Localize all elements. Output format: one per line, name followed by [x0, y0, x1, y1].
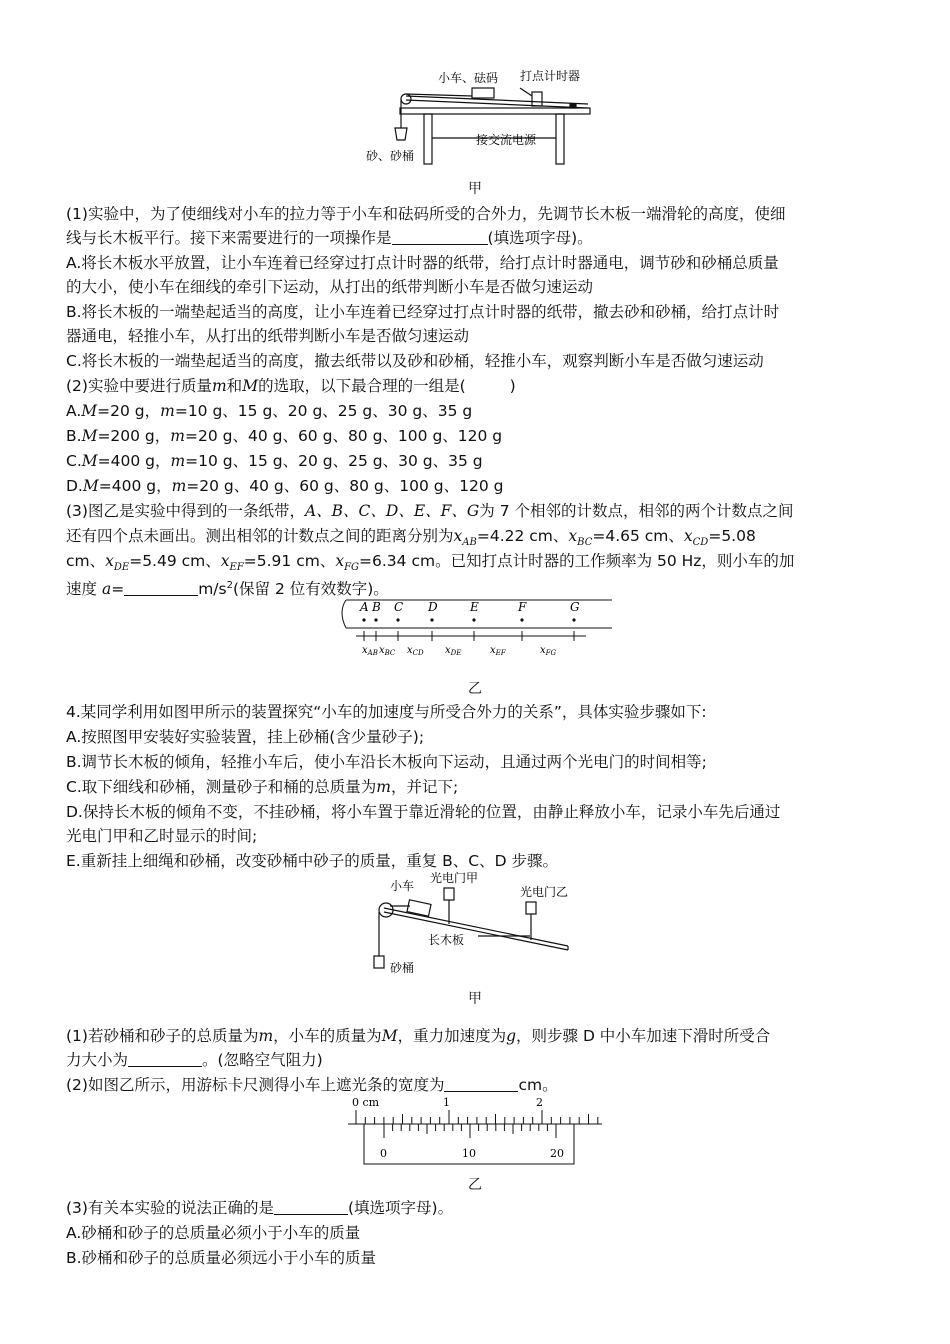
vernier-label-20: 20 — [550, 1147, 564, 1160]
var-m: m — [376, 778, 391, 796]
label-photogate-1: 光电门甲 — [430, 871, 479, 885]
var-M: M — [381, 1027, 398, 1045]
var-m: m — [171, 477, 187, 495]
figure-caption-1: 甲 — [468, 181, 482, 197]
q3-part2-text-b: 和 — [226, 377, 243, 395]
apparatus-figure-2 — [370, 872, 580, 984]
q3-part1-line1: (1)实验中，为了使细线对小车的拉力等于小车和砝码所受的合外力，先调节长木板一端滑轮的高度，使细 — [66, 205, 786, 223]
q4-step-d-line2: 光电门甲和乙时显示的时间; — [66, 827, 258, 845]
q3-part2-option-b — [66, 424, 886, 448]
label-sand-bucket: 砂、砂桶 — [366, 149, 415, 163]
photogate-2-icon — [526, 902, 536, 914]
tape-dot — [362, 618, 365, 621]
tape-dot — [430, 618, 433, 621]
q4-step-c — [66, 775, 886, 799]
timer-lead — [520, 88, 532, 96]
tape-segment-label: $x_{CD}$ — [407, 645, 424, 657]
answer-blank-choice[interactable] — [274, 1198, 348, 1215]
q3-part1-hint: (填选项字母)。 — [487, 229, 593, 247]
vernier-label-10: 10 — [462, 1147, 476, 1160]
var-M: M — [81, 452, 98, 470]
tape-dot — [472, 618, 475, 621]
q4-part3 — [66, 1196, 886, 1220]
opt-letter: A. — [66, 402, 82, 420]
opt-mid: =20 g， — [97, 402, 161, 420]
main-scale-label-1: 1 — [443, 1096, 450, 1109]
q3-part3-line3: cm、$x_{DE}=5.49$ cm、$x_{EF}=5.91$ cm、$x_{FG}=6.34$ cm。已知打点计时器的工作频率为 50 Hz，则小车的加 — [66, 552, 795, 574]
equals: = — [111, 580, 125, 599]
unit-ms: m/s — [198, 580, 227, 599]
x-cd-value: =5.08 — [708, 527, 756, 545]
sand-bucket-icon — [395, 128, 407, 140]
label-ac-power: 接交流电源 — [476, 133, 537, 147]
label-sand-bucket: 砂桶 — [390, 961, 415, 975]
q3-part1-text: 线与长木板平行。接下来需要进行的一项操作是 — [66, 229, 392, 247]
q3-part3-text-b: 为 7 个相邻的计数点，相邻的两个计数点之间 — [479, 502, 794, 520]
main-scale-label-0: 0 cm — [352, 1096, 380, 1109]
q3-option-a-line1: A.将长木板水平放置，让小车连着已经穿过打点计时器的纸带，给打点计时器通电，调节砂和砂桶总质量 — [66, 254, 779, 272]
var-m: m — [211, 377, 227, 395]
q3-option-b-line2: 器通电，轻推小车，从打出的纸带判断小车是否做匀速运动 — [66, 327, 470, 345]
var-m: m — [170, 427, 185, 445]
x-bc-value: =4.65 cm、 — [592, 527, 684, 545]
q4-part1-text-e: 力大小为 — [66, 1051, 129, 1069]
var-a: a — [101, 580, 112, 599]
precision-hint: (保留 2 位有效数字)。 — [232, 580, 389, 599]
tape-segment-label: $x_{EF}$ — [490, 645, 506, 657]
incline-board-top — [384, 908, 568, 946]
main-scale-label-2: 2 — [536, 1096, 543, 1109]
cart-icon — [472, 88, 494, 98]
answer-blank-accel[interactable] — [124, 579, 198, 596]
answer-paren[interactable] — [466, 377, 510, 393]
tape-dot — [572, 618, 575, 621]
var-m: m — [258, 1027, 274, 1045]
opt-mid: =400 g， — [98, 477, 172, 495]
q3-part3-line2: 还有四个点未画出。测出相邻的计数点之间的距离分别为$x_{AB}=4.22$ cm、$x_{BC}=4.65$ cm、$x_{CD}=5.08$ — [66, 527, 756, 549]
opt-mid: =400 g， — [97, 452, 171, 470]
pulley-icon — [401, 94, 411, 104]
q4-step-b: B.调节长木板的倾角，轻推小车后，使小车沿长木板向下运动，且通过两个光电门的时间相等; — [66, 753, 707, 771]
tape-point-label: F — [518, 600, 527, 614]
q3-part2 — [66, 374, 886, 398]
opt-values: =20 g、40 g、60 g、80 g、100 g、120 g — [184, 427, 503, 445]
vernier-label-0: 0 — [380, 1147, 387, 1160]
x-de-value: =5.49 cm、 — [129, 552, 221, 570]
opt-letter: D. — [66, 477, 83, 495]
opt-mid: =200 g， — [97, 427, 171, 445]
q3-part2-text-a: (2)实验中要进行质量 — [66, 377, 212, 395]
q3-part2-close: ) — [509, 377, 516, 395]
table-leg-left — [424, 114, 432, 164]
q4-part1-text-c: ，重力加速度为 — [397, 1027, 507, 1045]
tape-segment-label: $x_{DE}$ — [445, 645, 462, 657]
q3-part3-text-c: 还有四个点未画出。测出相邻的计数点之间的距离分别为 — [66, 527, 454, 545]
label-car-weights: 小车、砝码 — [438, 71, 499, 85]
wedge-block — [570, 104, 576, 108]
table-leg-right — [556, 114, 564, 164]
var-M: M — [82, 477, 99, 495]
q4-part1-text-d: ，则步骤 D 中小车加速下滑时所受合 — [516, 1027, 771, 1045]
text-accel: 速度 — [66, 580, 98, 599]
table-top — [400, 108, 590, 114]
tape-dot — [396, 618, 399, 621]
unit-cm: cm。 — [518, 1076, 558, 1094]
q4-part1-text-b: ，小车的质量为 — [273, 1027, 382, 1045]
q4-part1-text-f: 。(忽略空气阻力) — [202, 1051, 323, 1069]
figure-caption-tape: 乙 — [468, 681, 482, 697]
q4-step-e: E.重新挂上细绳和砂桶，改变砂桶中砂子的质量，重复 B、C、D 步骤。 — [66, 852, 558, 870]
unit-cm: cm、 — [66, 552, 106, 570]
q3-option-c: C.将长木板的一端垫起适当的高度，撤去纸带以及砂和砂桶，轻推小车，观察判断小车是否做匀速运动 — [66, 352, 764, 370]
tape-dot — [520, 618, 523, 621]
tape-point-label: B — [372, 600, 381, 614]
opt-values: =10 g、15 g、20 g、25 g、30 g、35 g — [174, 402, 473, 420]
x-ab-value: =4.22 cm、 — [476, 527, 569, 545]
q3-part2-text-c: 的选取，以下最合理的一组是( — [258, 377, 466, 395]
board-top-edge — [406, 96, 588, 104]
var-m: m — [160, 402, 175, 420]
q3-part1-line2 — [66, 226, 886, 250]
board-bottom-edge — [406, 100, 588, 108]
tape-point-label: E — [470, 600, 479, 614]
x-ef-value: =5.91 cm、 — [243, 552, 336, 570]
sand-bucket-icon — [374, 956, 384, 968]
opt-values: =10 g、15 g、20 g、25 g、30 g、35 g — [185, 452, 483, 470]
q3-option-a-line2: 的大小，使小车在细线的牵引下运动，从打出的纸带判断小车是否做匀速运动 — [66, 278, 594, 296]
apparatus-figure-1 — [360, 66, 600, 172]
q3-part3-line1 — [66, 499, 886, 523]
q3-option-b-line1: B.将长木板的一端垫起适当的高度，让小车连着已经穿过打点计时器的纸带，撤去砂和砂桶，给打点计时 — [66, 303, 780, 321]
q4-part1-line1 — [66, 1024, 886, 1048]
incline-board-bottom — [384, 912, 568, 950]
opt-values: =20 g、40 g、60 g、80 g、100 g、120 g — [186, 477, 504, 495]
q3-part3-text: (3)图乙是实验中得到的一条纸带， — [66, 502, 305, 520]
q3-part2-option-a — [66, 399, 886, 423]
q4-part1-line2 — [66, 1048, 886, 1072]
tape-point-label: A — [360, 600, 369, 614]
q4-intro: 4.某同学利用如图甲所示的装置探究“小车的加速度与所受合外力的关系”，具体实验步骤如下: — [66, 703, 707, 721]
q4-step-d-line1: D.保持长木板的倾角不变，不挂砂桶，将小车置于靠近滑轮的位置，由静止释放小车，记录小车先后通过 — [66, 803, 781, 821]
tape-point-label: D — [428, 600, 438, 614]
q4-part3-option-a: A.砂桶和砂子的总质量必须小于小车的质量 — [66, 1224, 361, 1242]
label-long-board: 长木板 — [428, 933, 465, 947]
var-m: m — [170, 452, 186, 470]
q4-part3-hint: (填选项字母)。 — [347, 1199, 454, 1217]
point-list: A、B、C、D、E、F、G — [304, 502, 480, 520]
x-fg-value: =6.34 cm。已知打点计时器的工作频率为 50 Hz，则小车的加 — [359, 552, 795, 570]
tape-segment-label: $x_{BC}$ — [379, 645, 396, 657]
q4-step-c-text: C.取下细线和砂桶，测量砂子和桶的总质量为 — [66, 778, 377, 796]
figure-caption-caliper: 乙 — [468, 1177, 482, 1193]
timer-icon — [532, 92, 542, 106]
answer-blank-force[interactable] — [128, 1050, 202, 1067]
string-line — [406, 94, 472, 96]
q4-part3-option-b: B.砂桶和砂子的总质量必须远小于小车的质量 — [66, 1249, 377, 1267]
q4-part3-text: (3)有关本实验的说法正确的是 — [66, 1199, 274, 1217]
photogate-1-icon — [444, 888, 454, 900]
superscript-2: 2 — [226, 580, 233, 591]
tape-point-label: C — [394, 600, 404, 614]
tape-dot — [374, 618, 377, 621]
answer-blank-1[interactable] — [392, 228, 488, 245]
label-cart: 小车 — [390, 879, 415, 893]
figure-caption-2: 甲 — [468, 991, 482, 1007]
label-photogate-2: 光电门乙 — [520, 885, 569, 899]
label-timer: 打点计时器 — [520, 69, 581, 83]
var-g: g — [506, 1027, 517, 1045]
q4-step-a: A.按照图甲安装好实验装置，挂上砂桶(含少量砂子); — [66, 728, 425, 746]
q4-part1-text-a: (1)若砂桶和砂子的总质量为 — [66, 1027, 259, 1045]
tape-curl — [342, 600, 346, 628]
paper-tape-figure — [336, 598, 616, 660]
opt-letter: C. — [66, 452, 82, 470]
opt-letter: B. — [66, 427, 82, 445]
var-M: M — [81, 427, 98, 445]
var-M: M — [81, 402, 98, 420]
tape-segment-label: $x_{AB}$ — [362, 645, 378, 657]
q4-step-c-end: ，并记下; — [390, 778, 459, 796]
q4-part2-text: (2)如图乙所示，用游标卡尺测得小车上遮光条的宽度为 — [66, 1076, 445, 1094]
tape-segment-label: $x_{FG}$ — [540, 645, 557, 657]
q3-part2-option-d — [66, 474, 886, 498]
var-M: M — [242, 377, 259, 395]
tape-point-label: G — [570, 600, 580, 614]
answer-blank-width[interactable] — [444, 1075, 518, 1092]
q3-part2-option-c — [66, 449, 886, 473]
